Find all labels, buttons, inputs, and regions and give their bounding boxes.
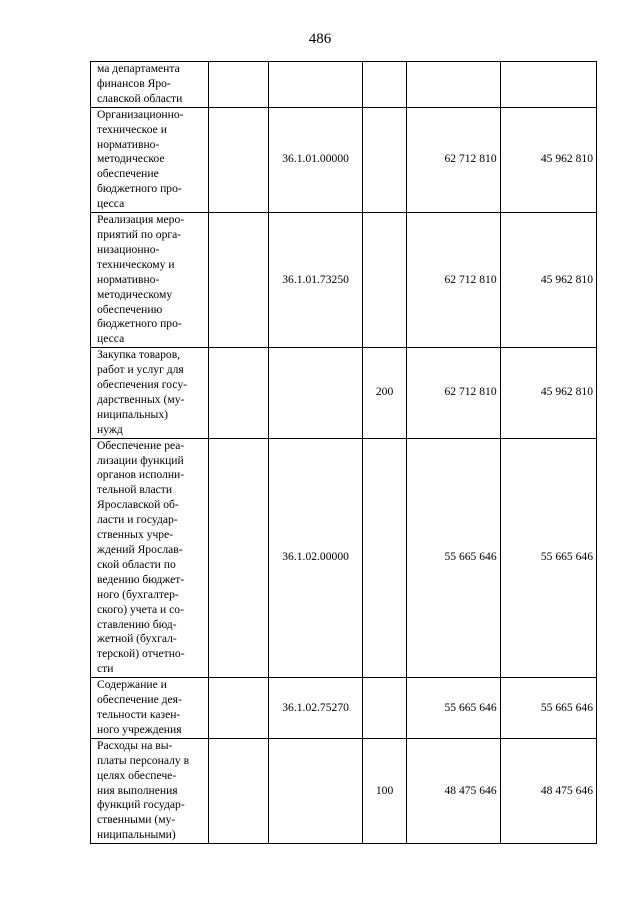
row-description: Расходы на вы- платы персоналу в целях обеспече- ния выполнения функций государ- ственными (му- ниципальными) bbox=[91, 738, 209, 843]
target-code bbox=[269, 348, 362, 438]
page-number: 486 bbox=[308, 31, 332, 47]
expense-type bbox=[362, 62, 407, 108]
target-code: 36.1.02.75270 bbox=[269, 678, 362, 739]
expense-type: 100 bbox=[362, 738, 407, 843]
empty-cell bbox=[208, 62, 269, 108]
budget-table bbox=[90, 61, 597, 844]
target-code bbox=[269, 738, 362, 843]
empty-cell bbox=[208, 348, 269, 438]
target-code bbox=[269, 62, 362, 108]
table-row bbox=[91, 738, 597, 843]
expense-type: 200 bbox=[362, 348, 407, 438]
empty-cell bbox=[208, 107, 269, 212]
amount-year-1: 62 712 810 bbox=[407, 107, 500, 212]
amount-year-1: 55 665 646 bbox=[407, 438, 500, 678]
amount-year-2: 45 962 810 bbox=[500, 213, 596, 348]
empty-cell bbox=[208, 438, 269, 678]
amount-year-2: 55 665 646 bbox=[500, 438, 596, 678]
table-row bbox=[91, 62, 597, 108]
expense-type bbox=[362, 678, 407, 739]
table-row bbox=[91, 438, 597, 678]
target-code: 36.1.01.00000 bbox=[269, 107, 362, 212]
row-description: Обеспечение реа- лизации функций органов исполни- тельной власти Ярославской об- ласти и государ- ственных учре- ждений Ярослав- ской области по ведению бюджет- ного (бухгалтер- ского) учета и со- ставлению бюд- жетной (бухгал- терской) отчетно- сти bbox=[91, 438, 209, 678]
row-description: Реализация меро- приятий по орга- низационно- техническому и нормативно- методическому обеспечению бюджетного про- цесса bbox=[91, 213, 209, 348]
empty-cell bbox=[208, 678, 269, 739]
amount-year-1: 55 665 646 bbox=[407, 678, 500, 739]
expense-type bbox=[362, 107, 407, 212]
expense-type bbox=[362, 213, 407, 348]
amount-year-1: 62 712 810 bbox=[407, 213, 500, 348]
row-description: ма департамента финансов Яро- славской области bbox=[91, 62, 209, 108]
empty-cell bbox=[208, 738, 269, 843]
amount-year-2: 48 475 646 bbox=[500, 738, 596, 843]
target-code: 36.1.01.73250 bbox=[269, 213, 362, 348]
amount-year-1: 62 712 810 bbox=[407, 348, 500, 438]
row-description: Содержание и обеспечение дея- тельности казен- ного учреждения bbox=[91, 678, 209, 739]
target-code: 36.1.02.00000 bbox=[269, 438, 362, 678]
amount-year-1 bbox=[407, 62, 500, 108]
table-row bbox=[91, 348, 597, 438]
amount-year-2 bbox=[500, 62, 596, 108]
table-row bbox=[91, 678, 597, 739]
amount-year-2: 45 962 810 bbox=[500, 348, 596, 438]
table-row bbox=[91, 213, 597, 348]
amount-year-2: 55 665 646 bbox=[500, 678, 596, 739]
expense-type bbox=[362, 438, 407, 678]
row-description: Организационно- техническое и нормативно- методическое обеспечение бюджетного про- цесса bbox=[91, 107, 209, 212]
table-row bbox=[91, 107, 597, 212]
row-description: Закупка товаров, работ и услуг для обеспечения госу- дарственных (му- ниципальных) нужд bbox=[91, 348, 209, 438]
amount-year-1: 48 475 646 bbox=[407, 738, 500, 843]
empty-cell bbox=[208, 213, 269, 348]
amount-year-2: 45 962 810 bbox=[500, 107, 596, 212]
